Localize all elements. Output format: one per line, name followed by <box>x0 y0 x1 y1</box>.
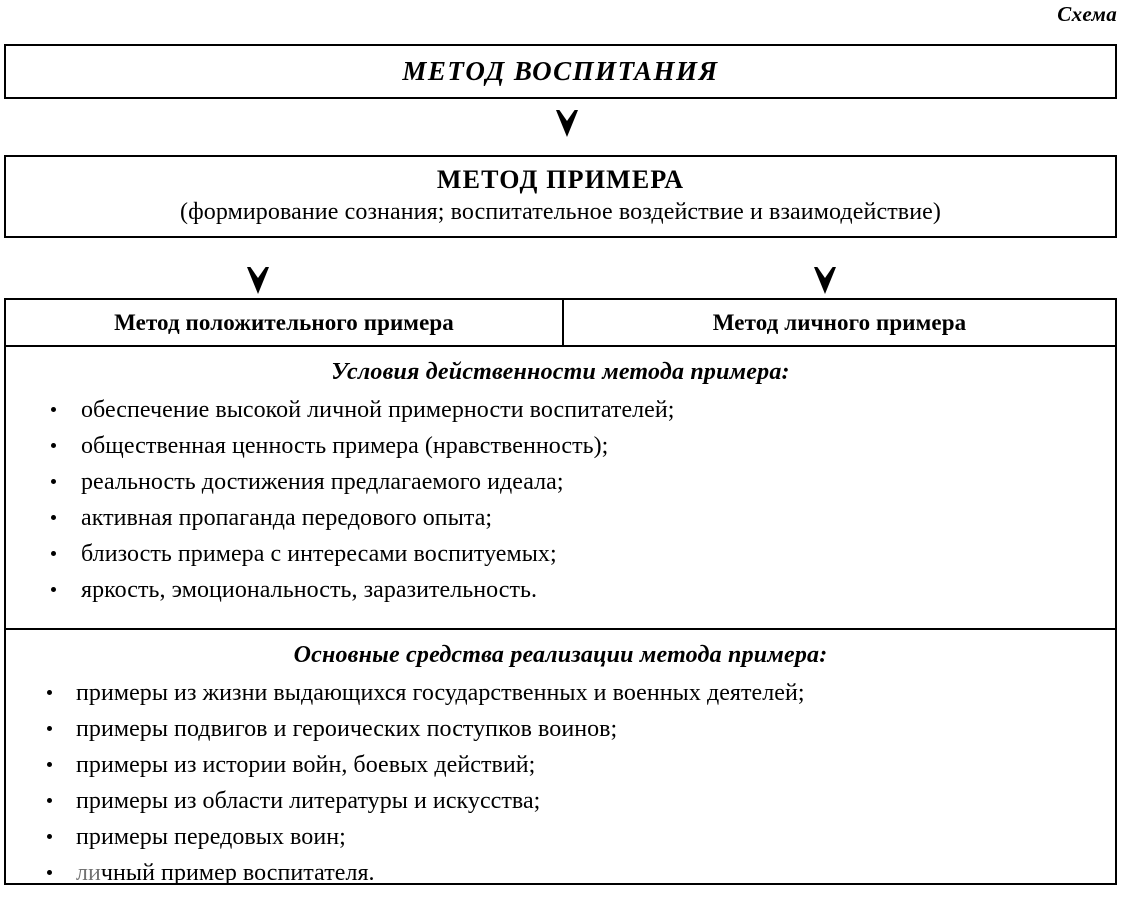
list-item <box>6 464 1115 500</box>
bullet-icon <box>47 834 52 839</box>
bullet-icon <box>47 762 52 767</box>
conditions-list <box>6 392 1115 608</box>
section-title: Условия действенности метода примера: <box>331 359 790 385</box>
list-item <box>6 500 1115 536</box>
bullet-icon <box>47 870 52 875</box>
column-header-label: Метод положительного примера <box>114 309 454 335</box>
list-item <box>6 819 1115 855</box>
arrow-down-icon <box>556 110 578 137</box>
list-item <box>6 711 1115 747</box>
list-item <box>6 392 1115 428</box>
details-table <box>4 298 1117 885</box>
list-item <box>6 536 1115 572</box>
list-item-text: реальность достижения предлагаемого идеала; <box>81 469 564 495</box>
column-header-label: Метод личного примера <box>712 309 967 335</box>
bullet-icon <box>51 443 56 448</box>
means-list <box>6 675 1115 891</box>
arrow-down-icon <box>814 267 836 294</box>
bullet-icon <box>47 726 52 731</box>
list-item-text: активная пропаганда передового опыта; <box>81 505 493 531</box>
list-item <box>6 675 1115 711</box>
list-item-text: яркость, эмоциональность, заразительность. <box>81 577 538 603</box>
bullet-icon <box>51 515 56 520</box>
list-item <box>6 783 1115 819</box>
section-title: Основные средства реализации метода примера: <box>293 642 828 668</box>
list-item <box>6 747 1115 783</box>
bullet-icon <box>47 690 52 695</box>
list-item <box>6 428 1115 464</box>
root-concept-title: МЕТОД ВОСПИТАНИЯ <box>402 56 719 86</box>
page-caption: Схема <box>1057 2 1117 26</box>
list-item-text: примеры из истории войн, боевых действий; <box>76 752 536 778</box>
bullet-icon <box>51 587 56 592</box>
column-header-positive-example <box>6 300 564 345</box>
table-header-row <box>6 300 1115 347</box>
method-box <box>4 155 1117 238</box>
list-item <box>6 855 1115 891</box>
bullet-icon <box>51 551 56 556</box>
method-subtitle: (формирование сознания; воспитательное воздействие и взаимодействие) <box>179 198 942 225</box>
bullet-icon <box>51 479 56 484</box>
column-header-personal-example <box>564 300 1115 345</box>
bullet-icon <box>51 407 56 412</box>
list-item-text: примеры передовых воин; <box>76 824 346 850</box>
list-item-text: близость примера с интересами воспитуемых; <box>81 541 557 567</box>
list-item <box>6 572 1115 608</box>
arrow-down-icon <box>247 267 269 294</box>
root-concept-box <box>4 44 1117 99</box>
list-item-text: личный пример воспитателя. <box>76 860 375 886</box>
method-title: МЕТОД ПРИМЕРА <box>436 165 685 195</box>
section-means <box>6 642 1115 907</box>
bullet-icon <box>47 798 52 803</box>
section-conditions <box>6 359 1115 630</box>
list-item-text: примеры из жизни выдающихся государственных и военных деятелей; <box>76 680 805 706</box>
list-item-text: общественная ценность примера (нравственность); <box>81 433 609 459</box>
list-item-text: обеспечение высокой личной примерности воспитателей; <box>81 397 675 423</box>
list-item-text: примеры подвигов и героических поступков воинов; <box>76 716 618 742</box>
list-item-text: примеры из области литературы и искусства; <box>76 788 541 814</box>
